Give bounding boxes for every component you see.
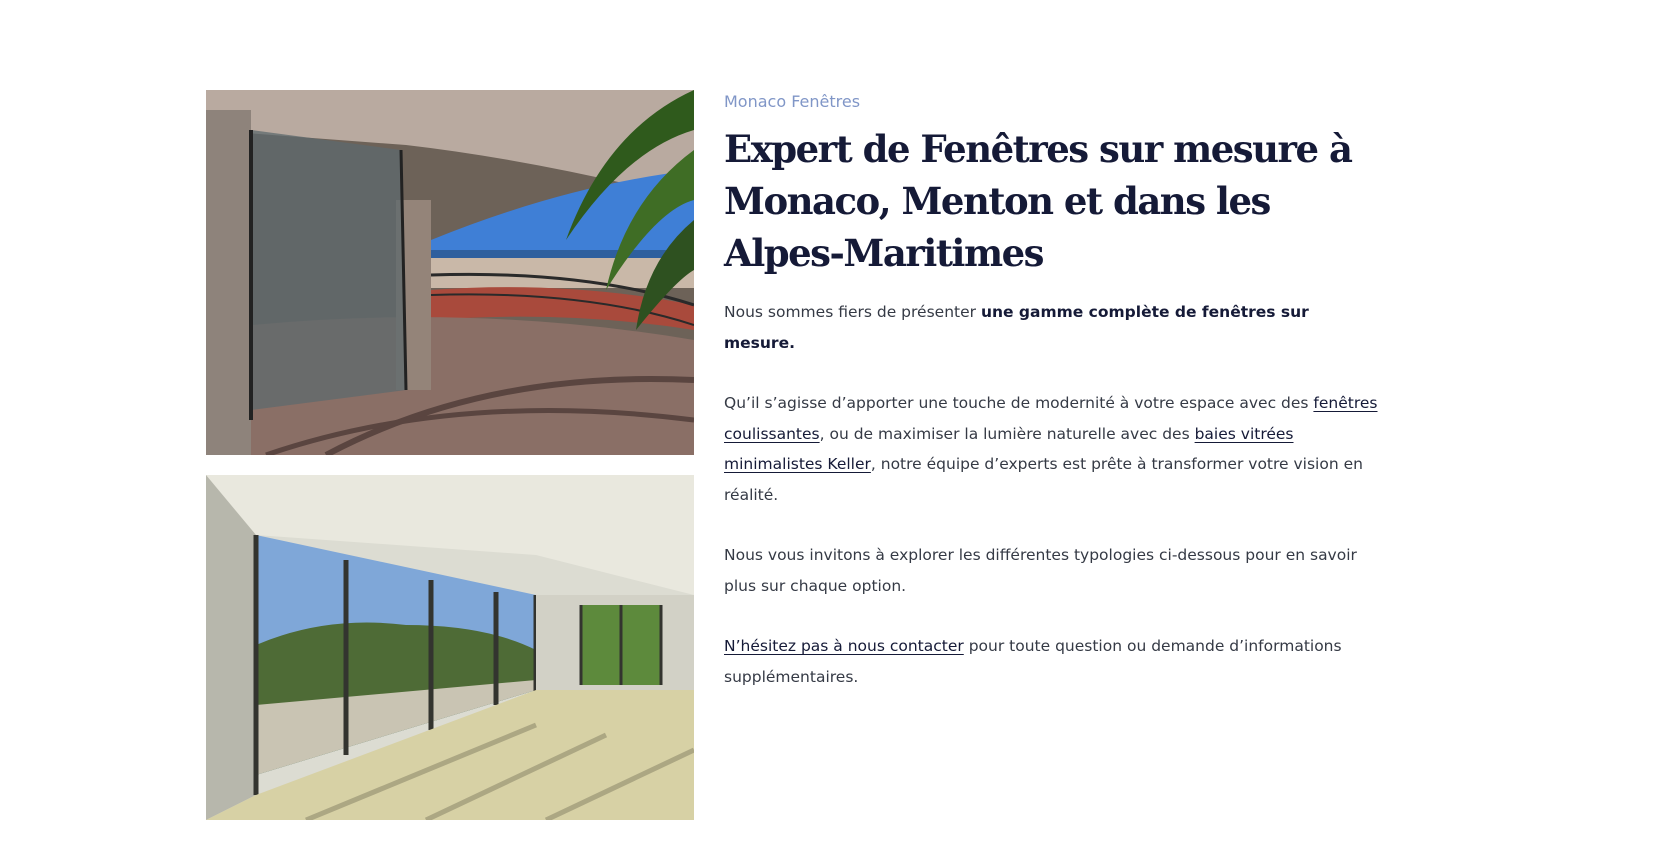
intro-section (724, 92, 1384, 722)
sliding-windows-link[interactable]: fenêtres coulissantes (724, 394, 1378, 443)
intro-text: Nous sommes fiers de présenter (724, 303, 981, 321)
explore-paragraph: Nous vous invitons à explorer les différentes typologies ci-dessous pour en savoir plus sur chaque option. (724, 546, 1357, 595)
interior-photo (206, 475, 694, 820)
terrace-photo (206, 90, 694, 455)
services-text-1: Qu’il s’agisse d’apporter une touche de modernité à votre espace avec des (724, 394, 1314, 412)
services-paragraph (724, 388, 1384, 510)
services-text-3: , notre équipe d’experts est prête à transformer votre vision en réalité. (724, 455, 1363, 504)
contact-link[interactable]: N’hésitez pas à nous contacter (724, 637, 964, 655)
eyebrow-label: Monaco Fenêtres (724, 92, 861, 111)
contact-text: pour toute question ou demande d’informations supplémentaires. (724, 637, 1342, 686)
keller-bay-windows-link[interactable]: baies vitrées minimalistes Keller (724, 424, 1294, 473)
page-title: Expert de Fenêtres sur mesure à Monaco, Menton et dans les Alpes-Maritimes (724, 127, 1352, 275)
contact-paragraph (724, 631, 1384, 692)
intro-paragraph (724, 297, 1384, 358)
services-text-2: , ou de maximiser la lumière naturelle avec des (819, 424, 1195, 443)
intro-highlight: une gamme complète de fenêtres sur mesure. (724, 303, 1309, 352)
